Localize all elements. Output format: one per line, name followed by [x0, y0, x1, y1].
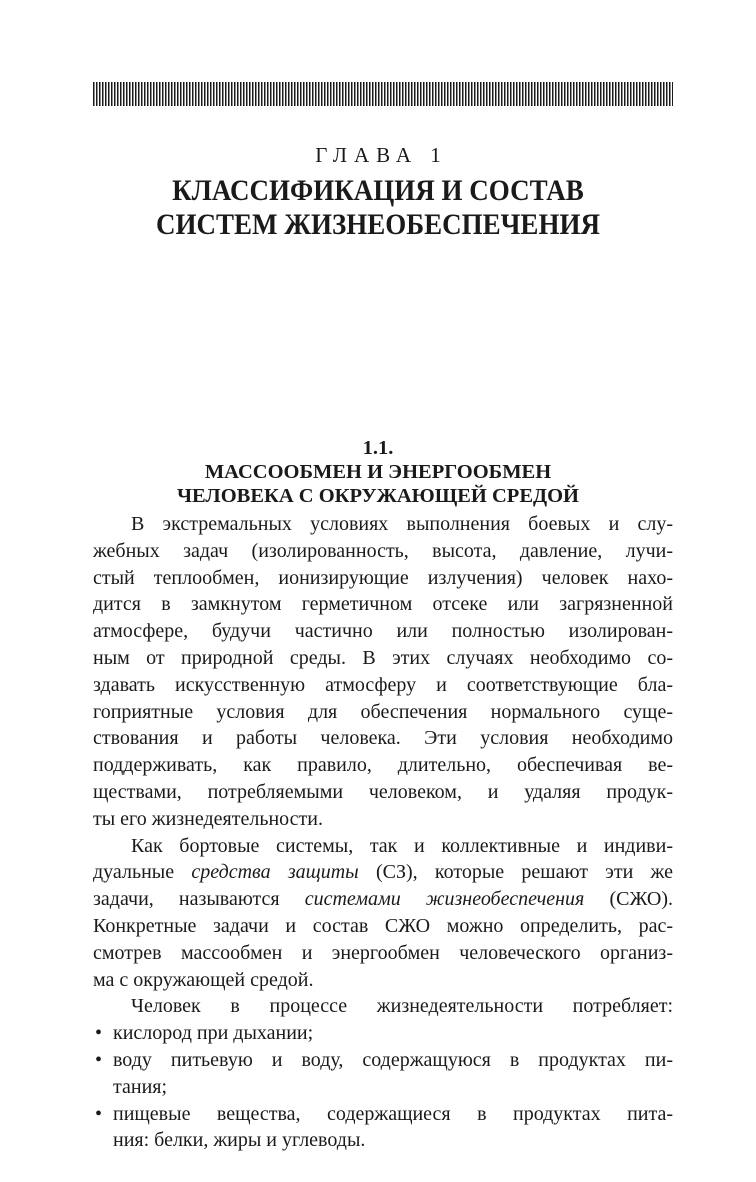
term-protective-means: средства защиты [191, 861, 359, 884]
list-item-continuation: тания; [113, 1075, 168, 1098]
chapter-label: ГЛАВА 1 [315, 143, 448, 167]
decorative-hatched-band [93, 82, 673, 106]
chapter-title-line: СИСТЕМ ЖИЗНЕОБЕСПЕЧЕНИЯ [156, 208, 600, 241]
body-text [93, 511, 673, 1154]
text-line: жебных задач (изолированность, высота, давление, лучи- [93, 539, 673, 562]
text-fragment: (СЖО). [584, 888, 673, 911]
list-item-continuation: ния: белки, жиры и углеводы. [113, 1129, 366, 1152]
list-item-text: пищевые вещества, содержащиеся в продуктах пита- [113, 1102, 673, 1125]
bullet-icon: • [95, 1048, 103, 1071]
bullet-icon: • [95, 1022, 103, 1045]
text-line [93, 886, 673, 913]
text-fragment: (СЗ), которые решают эти же [358, 861, 673, 884]
chapter-title [38, 174, 718, 242]
text-line: гоприятные условия для обеспечения нормального суще- [93, 700, 673, 723]
bullet-icon: • [95, 1102, 103, 1125]
text-line: здавать искусственную атмосферу и соответствующие бла- [93, 673, 673, 696]
text-line: ма с окружающей средой. [93, 968, 314, 991]
text-line: ствования и работы человека. Эти условия необходимо [93, 727, 673, 750]
list-item [93, 1020, 673, 1047]
list-item [93, 1101, 673, 1128]
section-heading [0, 436, 756, 508]
text-line: стый теплообмен, ионизирующие излучения) человек нахо- [93, 566, 673, 589]
text-line: смотрев массообмен и энергообмен человеческого организ- [93, 941, 673, 964]
text-line: Конкретные задачи и состав СЖО можно определить, рас- [93, 914, 673, 937]
section-number: 1.1. [362, 437, 394, 459]
text-line: атмосфере, будучи частично или полностью изолирован- [93, 620, 673, 643]
text-line [93, 859, 673, 886]
text-fragment: задачи, называются [93, 888, 305, 911]
list-item-text: кислород при дыхании; [113, 1022, 314, 1045]
text-line: ным от природной среды. В этих случаях необходимо со- [93, 646, 673, 669]
list-item-text: воду питьевую и воду, содержащуюся в продуктах пи- [113, 1048, 673, 1071]
text-line: ществами, потребляемыми человеком, и удаляя продук- [93, 780, 673, 803]
text-line: Человек в процессе жизнедеятельности потребляет: [131, 995, 673, 1018]
text-fragment: дуальные [93, 861, 192, 884]
text-line: поддерживать, как правило, длительно, обеспечивая ве- [93, 754, 673, 777]
term-life-support-systems: системами жизнеобеспечения [304, 888, 585, 911]
text-line: дится в замкнутом герметичном отсеке или загрязненной [93, 593, 673, 616]
chapter-title-line: КЛАССИФИКАЦИЯ И СОСТАВ [172, 174, 584, 207]
text-line: В экстремальных условиях выполнения боевых и слу- [131, 513, 673, 535]
section-title-line: ЧЕЛОВЕКА С ОКРУЖАЮЩЕЙ СРЕДОЙ [176, 485, 579, 507]
text-line: ты его жизнедеятельности. [93, 807, 323, 830]
section-title-line: МАССООБМЕН И ЭНЕРГООБМЕН [204, 461, 552, 483]
text-line: Как бортовые системы, так и коллективные и индиви- [131, 834, 673, 857]
list-item [93, 1047, 673, 1074]
